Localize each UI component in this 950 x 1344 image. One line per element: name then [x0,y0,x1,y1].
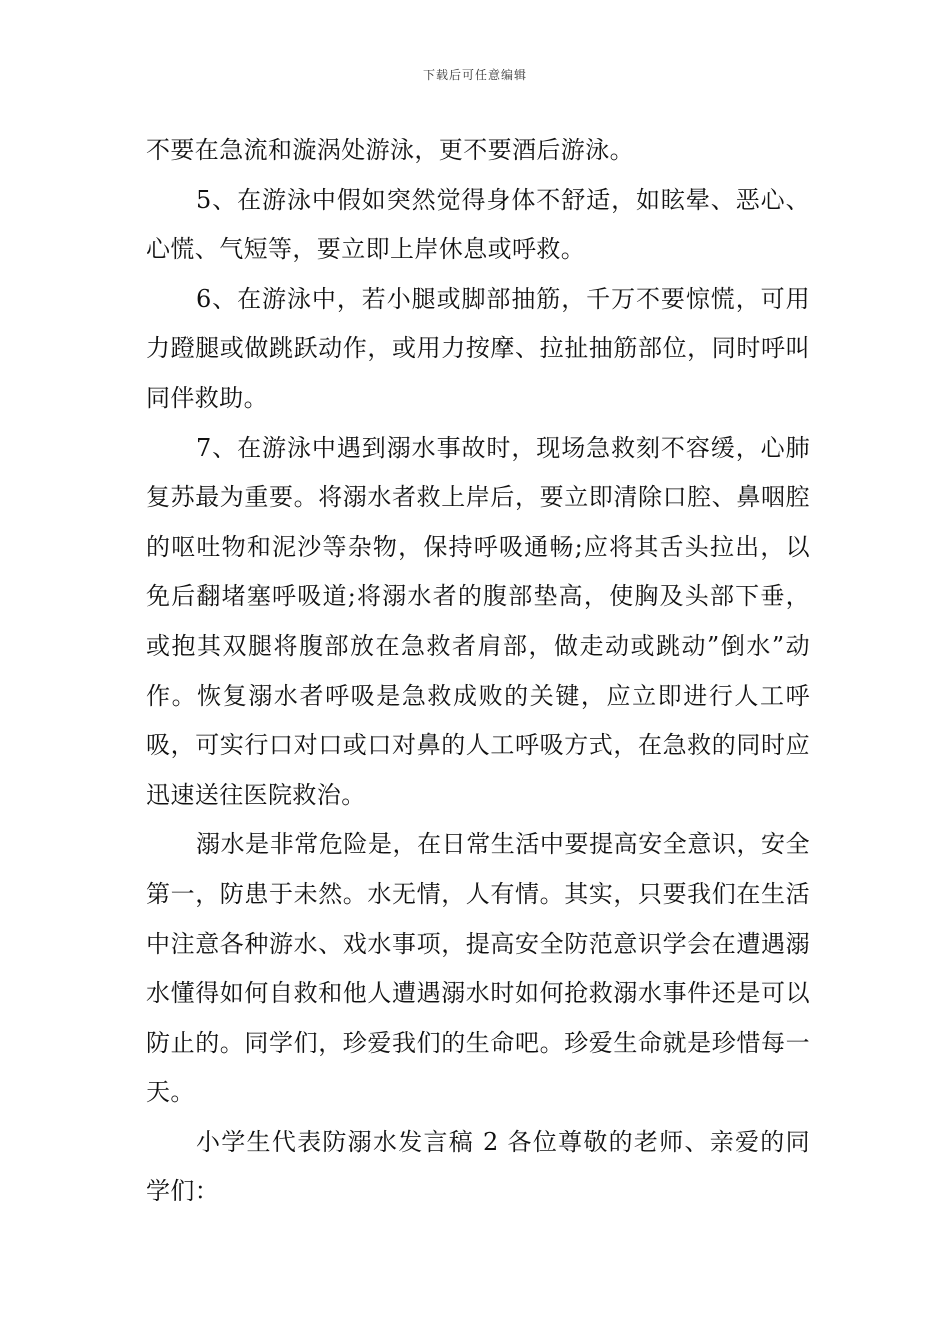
page-header: 下载后可任意编辑 [422,68,527,82]
paragraph-item-6: 6、在游泳中，若小腿或脚部抽筋，千万不要惊慌，可用力蹬腿或做跳跃动作，或用力按摩、拉扯抽筋部位，同时呼叫同伴救助。 [146,284,810,412]
paragraph-item-5: 5、在游泳中假如突然觉得身体不舒适，如眩晕、恶心、心慌、气短等，要立即上岸休息或呼救。 [146,185,810,264]
paragraph-conclusion: 溺水是非常危险是，在日常生活中要提高安全意识，安全第一，防患于未然。水无情，人有情。其实，只要我们在生活中注意各种游水、戏水事项，提高安全防范意识学会在遭遇溺水懂得如何自救和他人遭遇溺水时如何抢救溺水事件还是可以防止的。同学们，珍爱我们的生命吧。珍爱生命就是珍惜每一天。 [146,830,810,1107]
paragraph-continuation: 不要在急流和漩涡处游泳，更不要酒后游泳。 [146,136,634,164]
paragraph-item-7: 7、在游泳中遇到溺水事故时，现场急救刻不容缓，心肺复苏最为重要。将溺水者救上岸后，要立即清除口腔、鼻咽腔的呕吐物和泥沙等杂物，保持呼吸通畅;应将其舌头拉出，以免后翻堵塞呼吸道;将溺水者的腹部垫高，使胸及头部下垂，或抱其双腿将腹部放在急救者肩部，做走动或跳动”倒水”动作。恢复溺水者呼吸是急救成败的关键，应立即进行人工呼吸，可实行口对口或口对鼻的人工呼吸方式，在急救的同时应迅速送往医院救治。 [146,433,810,809]
document-body [146,126,810,1217]
paragraph-next-speech: 小学生代表防溺水发言稿 2 各位尊敬的老师、亲爱的同学们： [146,1127,810,1206]
